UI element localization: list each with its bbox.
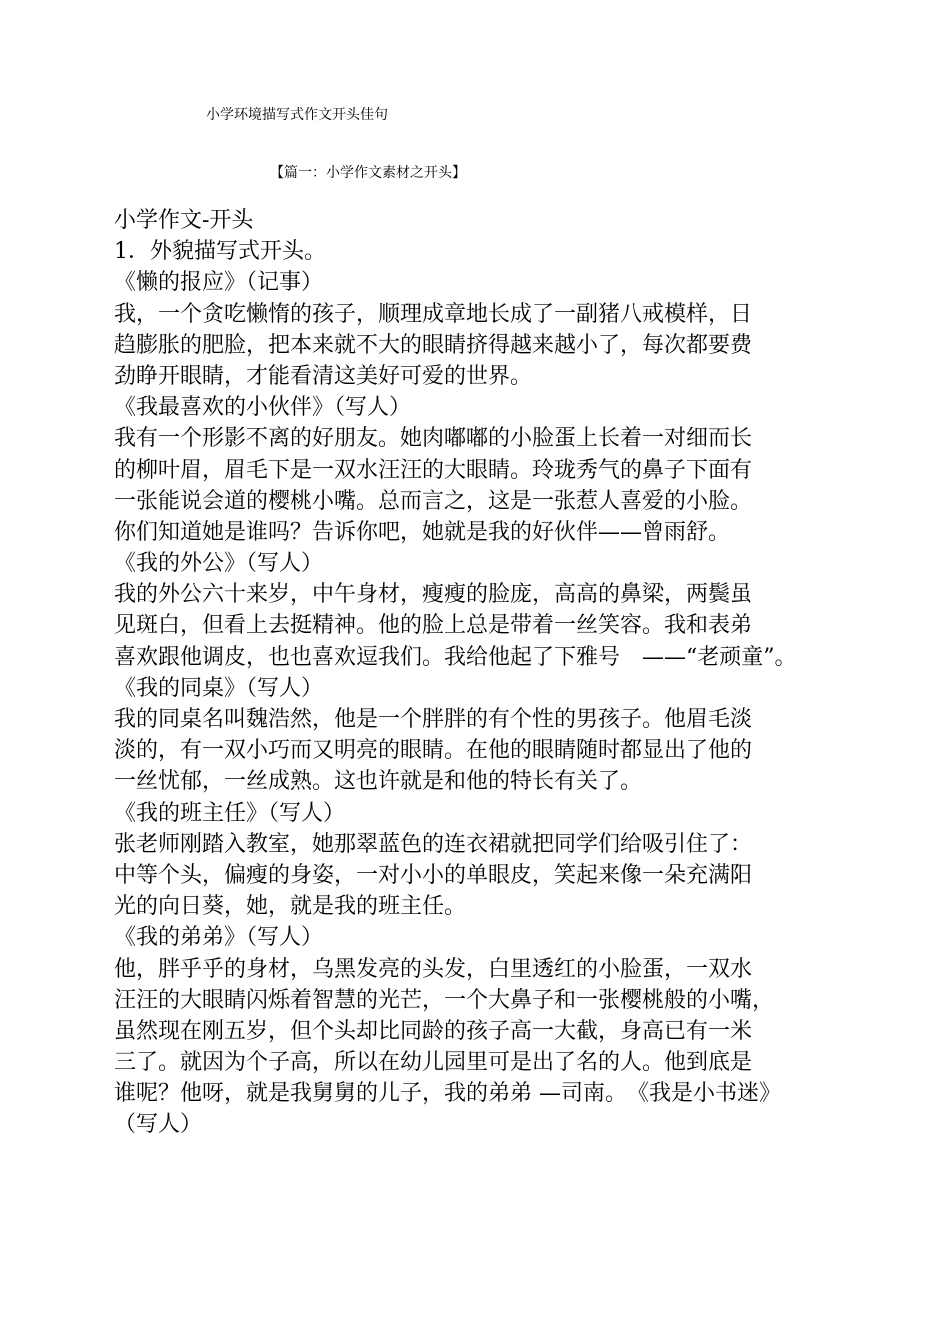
text-line: 劲睁开眼睛，才能看清这美好可爱的世界。 — [114, 363, 533, 389]
text-line: 《我的班主任》（写人） — [114, 800, 346, 826]
text-line: 《我的外公》（写人） — [114, 551, 324, 577]
text-line: 趋膨胀的肥脸，把本来就不大的眼睛挤得越来越小了，每次都要费 — [114, 332, 753, 358]
text-line: 淡的，有一双小巧而又明亮的眼睛。在他的眼睛随时都显出了他的 — [114, 738, 753, 764]
text-line: 中等个头，偏瘦的身姿，一对小小的单眼皮，笑起来像一朵充满阳 — [114, 862, 753, 888]
text-line: 《我最喜欢的小伙伴》（写人） — [114, 395, 412, 421]
text-line: 我，一个贪吃懒惰的孩子，顺理成章地长成了一副猪八戒模样，日 — [114, 301, 753, 327]
text-line: 《我的弟弟》（写人） — [114, 925, 324, 951]
text-line: 光的向日葵，她，就是我的班主任。 — [114, 894, 467, 920]
text-line: 见斑白，但看上去挺精神。他的脸上总是带着一丝笑容。我和表弟 — [114, 613, 753, 639]
text-line: 三了。就因为个子高，所以在幼儿园里可是出了名的人。他到底是 — [114, 1050, 753, 1076]
text-line: 我有一个形影不离的好朋友。她肉嘟嘟的小脸蛋上长着一对细而长 — [114, 426, 753, 452]
text-line: 张老师刚踏入教室，她那翠蓝色的连衣裙就把同学们给吸引住了： — [114, 831, 753, 857]
text-line: 你们知道她是谁吗？告诉你吧，她就是我的好伙伴——曾雨舒。 — [114, 519, 731, 545]
text-line: 我的外公六十来岁，中午身材，瘦瘦的脸庞，高高的鼻梁，两鬓虽 — [114, 582, 753, 608]
text-line: 的柳叶眉，眉毛下是一双水汪汪的大眼睛。玲珑秀气的鼻子下面有 — [114, 457, 753, 483]
text-line: 小学作文-开头 — [114, 208, 254, 233]
text-line: 虽然现在刚五岁，但个头却比同龄的孩子高一大截，身高已有一米 — [114, 1018, 753, 1044]
document-body — [114, 205, 864, 1141]
document-title: 小学环境描写式作文开头佳句 — [206, 107, 388, 123]
text-line: 《我的同桌》（写人） — [114, 675, 324, 701]
text-line: 我的同桌名叫魏浩然，他是一个胖胖的有个性的男孩子。他眉毛淡 — [114, 707, 753, 732]
text-line: 喜欢跟他调皮，也也喜欢逗我们。我给他起了下雅号 ——“老顽童”。 — [114, 644, 797, 670]
text-line: 一丝忧郁，一丝成熟。这也许就是和他的特长有关了。 — [114, 769, 643, 795]
text-line: 一张能说会道的樱桃小嘴。总而言之，这是一张惹人喜爱的小脸。 — [114, 488, 753, 514]
document-subtitle: 【篇一：小学作文素材之开头】 — [270, 165, 466, 181]
text-line: 汪汪的大眼睛闪烁着智慧的光芒，一个大鼻子和一张樱桃般的小嘴， — [114, 987, 775, 1013]
text-line: 《懒的报应》（记事） — [114, 270, 324, 296]
text-line: （写人） — [114, 1112, 203, 1138]
text-line: 1．外貌描写式开头。 — [114, 239, 326, 265]
text-line: 谁呢？他呀，就是我舅舅的儿子，我的弟弟 —司南。 《我是小书迷》 — [114, 1081, 781, 1107]
text-line: 他，胖乎乎的身材，乌黑发亮的头发，白里透红的小脸蛋，一双水 — [114, 956, 753, 982]
